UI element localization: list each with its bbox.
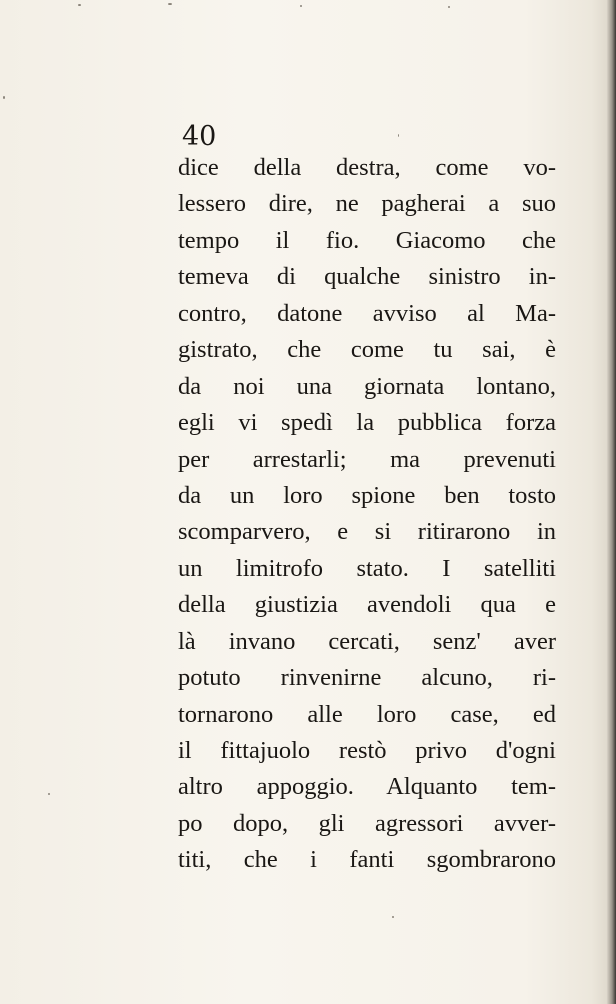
text-line: titi, che i fanti sgombrarono [178, 846, 556, 874]
text-line: altro appoggio. Alquanto tem- [178, 773, 556, 801]
text-line: tempo il fio. Giacomo che [178, 226, 556, 254]
paper-speck [168, 3, 172, 5]
book-spine-shadow [606, 0, 616, 1004]
text-line: da noi una giornata lontano, [178, 372, 556, 400]
paper-speck [392, 916, 394, 918]
paper-speck [48, 793, 50, 795]
text-line: gistrato, che come tu sai, è [178, 336, 556, 364]
text-line: po dopo, gli agressori avver- [178, 809, 556, 837]
text-line: lessero dire, ne pagherai a suo [178, 190, 556, 218]
text-line: là invano cercati, senz' aver [178, 627, 556, 655]
text-line: per arrestarli; ma prevenuti [178, 445, 556, 473]
body-text [178, 150, 556, 879]
text-line: egli vi spedì la pubblica forza [178, 409, 556, 437]
text-line: scomparvero, e si ritirarono in [178, 518, 556, 546]
paper-speck [398, 134, 399, 137]
text-line: da un loro spione ben tosto [178, 481, 556, 509]
text-line: potuto rinvenirne alcuno, ri- [178, 664, 556, 692]
text-line: della giustizia avendoli qua e [178, 591, 556, 619]
paper-speck [3, 96, 5, 99]
text-line: dice della destra, come vo- [178, 154, 556, 181]
paper-speck [448, 6, 450, 8]
paper-speck [300, 5, 302, 7]
text-line: un limitrofo stato. I satelliti [178, 554, 556, 582]
text-line: contro, datone avviso al Ma- [178, 299, 556, 327]
text-line: il fittajuolo restò privo d'ogni [178, 737, 556, 764]
text-line: tornarono alle loro case, ed [178, 700, 556, 728]
page-number: 40 [182, 121, 217, 152]
text-line: temeva di qualche sinistro in- [178, 263, 556, 291]
paper-speck [78, 4, 81, 6]
